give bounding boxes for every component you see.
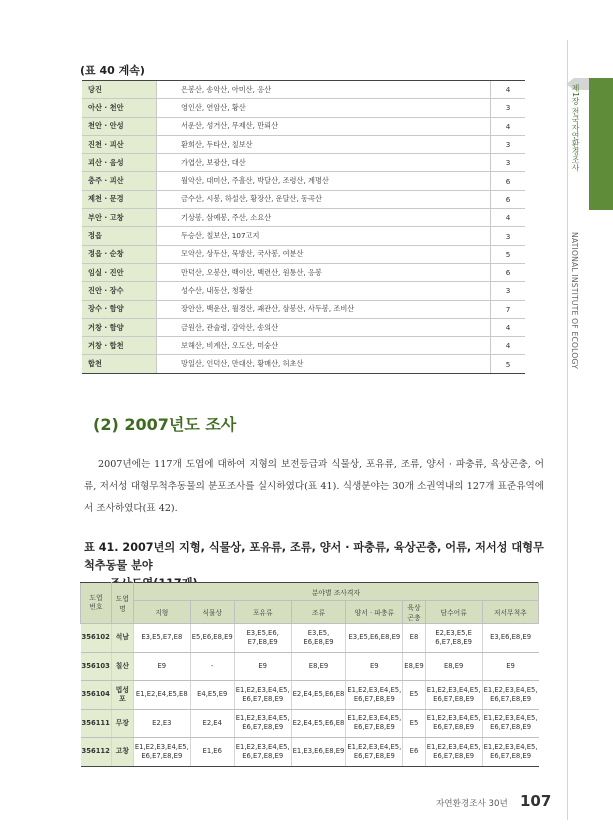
mountains-cell: 기상봉, 삼예봉, 주산, 소요산 bbox=[157, 209, 491, 227]
grid-cell: E2,E3,E5,E 6,E7,E8,E9 bbox=[425, 624, 482, 653]
region-cell: 거창 · 합천 bbox=[82, 337, 157, 355]
sheet-name-cell: 칠산 bbox=[111, 652, 133, 681]
mountains-cell: 금수산, 시봉, 하설산, 황장산, 운달산, 동곡산 bbox=[157, 190, 491, 208]
section-title: (2) 2007년도 조사 bbox=[93, 415, 237, 434]
table41-row bbox=[81, 681, 539, 710]
region-cell: 정읍 · 순창 bbox=[82, 245, 157, 263]
table40 bbox=[82, 80, 525, 374]
table40-row bbox=[82, 227, 525, 245]
count-cell: 6 bbox=[491, 172, 526, 190]
grid-cell: E3,E5,E6, E7,E8,E9 bbox=[234, 624, 291, 653]
table40-row bbox=[82, 81, 525, 99]
region-cell: 부안 · 고창 bbox=[82, 209, 157, 227]
grid-cell: E1,E2,E4,E5,E8 bbox=[133, 681, 190, 710]
header-sheet-no: 도엽 번호 bbox=[81, 583, 112, 624]
grid-cell: E3,E5,E7,E8 bbox=[133, 624, 190, 653]
table40-row bbox=[82, 99, 525, 117]
sheet-no-cell: 356102 bbox=[81, 624, 112, 653]
table41-caption-line1: 표 41. 2007년의 지형, 식물상, 포유류, 조류, 양서 · 파충류, 육상곤충, 어류, 저서성 대형무척추동물 분야 bbox=[84, 541, 544, 572]
sheet-name-cell: 석남 bbox=[111, 624, 133, 653]
mountains-cell: 모악산, 상두산, 묵방산, 국사봉, 여분산 bbox=[157, 245, 491, 263]
table40-row bbox=[82, 263, 525, 281]
table40-row bbox=[82, 318, 525, 336]
table40-row bbox=[82, 282, 525, 300]
mountains-cell: 장안산, 백운산, 월경산, 괘관산, 삼봉산, 사두봉, 조비산 bbox=[157, 300, 491, 318]
mountains-cell: 두승산, 칠보산, 107고지 bbox=[157, 227, 491, 245]
grid-cell: E1,E2,E3,E4,E5, E6,E7,E8,E9 bbox=[346, 738, 403, 767]
grid-cell: E3,E5,E6,E8,E9 bbox=[346, 624, 403, 653]
grid-cell: E8 bbox=[403, 624, 425, 653]
grid-cell: E5,E6,E8,E9 bbox=[190, 624, 234, 653]
sheet-no-cell: 356112 bbox=[81, 738, 112, 767]
region-cell: 진안 · 장수 bbox=[82, 282, 157, 300]
table40-row bbox=[82, 300, 525, 318]
count-cell: 3 bbox=[491, 99, 526, 117]
table41-row bbox=[81, 624, 539, 653]
mountains-cell: 만덕산, 오봉산, 백이산, 백련산, 원통산, 응봉 bbox=[157, 263, 491, 281]
header-sheet-name: 도엽명 bbox=[111, 583, 133, 624]
mountains-cell: 금원산, 관술령, 감악산, 송의산 bbox=[157, 318, 491, 336]
region-cell: 제천 · 문경 bbox=[82, 190, 157, 208]
header-field: 육상곤충 bbox=[403, 601, 425, 624]
grid-cell: E8,E9 bbox=[291, 652, 346, 681]
grid-cell: E9 bbox=[234, 652, 291, 681]
region-cell: 충주 · 괴산 bbox=[82, 172, 157, 190]
grid-cell: E5 bbox=[403, 709, 425, 738]
region-cell: 천안 · 안성 bbox=[82, 117, 157, 135]
grid-cell: E8,E9 bbox=[403, 652, 425, 681]
region-cell: 합천 bbox=[82, 355, 157, 373]
count-cell: 3 bbox=[491, 135, 526, 153]
table40-row bbox=[82, 135, 525, 153]
grid-cell: E3,E6,E8,E9 bbox=[482, 624, 538, 653]
grid-cell: E1,E3,E6,E8,E9 bbox=[291, 738, 346, 767]
region-cell: 장수 · 함양 bbox=[82, 300, 157, 318]
grid-cell: E2,E4,E5,E6,E8 bbox=[291, 681, 346, 710]
table40-row bbox=[82, 117, 525, 135]
grid-cell: E1,E2,E3,E4,E5, E6,E7,E8,E9 bbox=[482, 709, 538, 738]
table40-row bbox=[82, 355, 525, 373]
mountains-cell: 은봉산, 송악산, 아미산, 응산 bbox=[157, 81, 491, 99]
table41-row bbox=[81, 738, 539, 767]
region-cell: 당진 bbox=[82, 81, 157, 99]
page-number: 107 bbox=[520, 792, 552, 810]
table40-caption: (표 40 계속) bbox=[80, 64, 145, 77]
table40-row bbox=[82, 209, 525, 227]
region-cell: 아산 · 천안 bbox=[82, 99, 157, 117]
header-field: 저서무척추 bbox=[482, 601, 538, 624]
table41-row bbox=[81, 652, 539, 681]
grid-cell: E1,E2,E3,E4,E5, E6,E7,E8,E9 bbox=[482, 681, 538, 710]
grid-cell: - bbox=[190, 652, 234, 681]
mountains-cell: 가엽산, 보광산, 대산 bbox=[157, 154, 491, 172]
mountains-cell: 성수산, 내동산, 청황산 bbox=[157, 282, 491, 300]
grid-cell: E5 bbox=[403, 681, 425, 710]
count-cell: 6 bbox=[491, 190, 526, 208]
header-field: 식물상 bbox=[190, 601, 234, 624]
table40-row bbox=[82, 154, 525, 172]
grid-cell: E1,E2,E3,E4,E5, E6,E7,E8,E9 bbox=[425, 681, 482, 710]
mountains-cell: 보해산, 비계산, 오도산, 미숭산 bbox=[157, 337, 491, 355]
mountains-cell: 환희산, 두타산, 칠보산 bbox=[157, 135, 491, 153]
count-cell: 3 bbox=[491, 154, 526, 172]
region-cell: 괴산 · 음성 bbox=[82, 154, 157, 172]
sheet-name-cell: 무장 bbox=[111, 709, 133, 738]
grid-cell: E9 bbox=[133, 652, 190, 681]
count-cell: 5 bbox=[491, 355, 526, 373]
grid-cell: E1,E2,E3,E4,E5, E6,E7,E8,E9 bbox=[346, 709, 403, 738]
region-cell: 거창 · 함양 bbox=[82, 318, 157, 336]
header-field: 지형 bbox=[133, 601, 190, 624]
grid-cell: E1,E2,E3,E4,E5, E6,E7,E8,E9 bbox=[234, 738, 291, 767]
mountains-cell: 월악산, 대미산, 주흘산, 박달산, 조령산, 계명산 bbox=[157, 172, 491, 190]
count-cell: 3 bbox=[491, 282, 526, 300]
count-cell: 6 bbox=[491, 263, 526, 281]
grid-cell: E6 bbox=[403, 738, 425, 767]
chapter-tab bbox=[589, 78, 613, 210]
footer-book-title: 자연환경조사 30년 bbox=[436, 799, 508, 809]
body-paragraph: 2007년에는 117개 도엽에 대하여 지형의 보전등급과 식물상, 포유류, 조류, 양서 · 파충류, 육상곤충, 어류, 저서성 대형무척추동물의 분포조사를 실시하였다(표 41). 식생분야는 30개 소권역내의 127개 표준유역에서 조사하였다(표 42). bbox=[84, 459, 544, 514]
sheet-no-cell: 356111 bbox=[81, 709, 112, 738]
grid-cell: E1,E2,E3,E4,E5, E6,E7,E8,E9 bbox=[234, 681, 291, 710]
table41 bbox=[80, 582, 539, 767]
sheet-name-cell: 고창 bbox=[111, 738, 133, 767]
grid-cell: E1,E2,E3,E4,E5, E6,E7,E8,E9 bbox=[133, 738, 190, 767]
sheet-no-cell: 356103 bbox=[81, 652, 112, 681]
grid-cell: E8,E9 bbox=[425, 652, 482, 681]
header-field: 양서 · 파충류 bbox=[346, 601, 403, 624]
count-cell: 4 bbox=[491, 337, 526, 355]
table40-row bbox=[82, 337, 525, 355]
table40-row bbox=[82, 172, 525, 190]
grid-cell: E3,E5, E6,E8,E9 bbox=[291, 624, 346, 653]
header-field: 포유류 bbox=[234, 601, 291, 624]
count-cell: 3 bbox=[491, 227, 526, 245]
region-cell: 정읍 bbox=[82, 227, 157, 245]
grid-cell: E2,E4 bbox=[190, 709, 234, 738]
region-cell: 진천 · 괴산 bbox=[82, 135, 157, 153]
header-group: 분야별 조사격자 bbox=[133, 583, 538, 601]
grid-cell: E9 bbox=[346, 652, 403, 681]
table40-row bbox=[82, 245, 525, 263]
chapter-label: 제1장 전국자연환경조사 bbox=[571, 84, 580, 172]
grid-cell: E4,E5,E9 bbox=[190, 681, 234, 710]
table40-row bbox=[82, 190, 525, 208]
grid-cell: E1,E2,E3,E4,E5, E6,E7,E8,E9 bbox=[234, 709, 291, 738]
region-cell: 임실 · 진안 bbox=[82, 263, 157, 281]
sheet-no-cell: 356104 bbox=[81, 681, 112, 710]
grid-cell: E1,E6 bbox=[190, 738, 234, 767]
grid-cell: E1,E2,E3,E4,E5, E6,E7,E8,E9 bbox=[482, 738, 538, 767]
count-cell: 4 bbox=[491, 117, 526, 135]
header-field: 조류 bbox=[291, 601, 346, 624]
header-field: 담수어류 bbox=[425, 601, 482, 624]
institute-label: NATIONAL INSTITUTE OF ECOLOGY bbox=[570, 232, 579, 370]
grid-cell: E2,E4,E5,E6,E8 bbox=[291, 709, 346, 738]
count-cell: 5 bbox=[491, 245, 526, 263]
count-cell: 4 bbox=[491, 318, 526, 336]
grid-cell: E2,E3 bbox=[133, 709, 190, 738]
mountains-cell: 영인산, 연암산, 황산 bbox=[157, 99, 491, 117]
count-cell: 7 bbox=[491, 300, 526, 318]
mountains-cell: 망일산, 인덕산, 만대산, 황매산, 허초산 bbox=[157, 355, 491, 373]
table41-row bbox=[81, 709, 539, 738]
count-cell: 4 bbox=[491, 81, 526, 99]
grid-cell: E1,E2,E3,E4,E5, E6,E7,E8,E9 bbox=[425, 709, 482, 738]
grid-cell: E9 bbox=[482, 652, 538, 681]
grid-cell: E1,E2,E3,E4,E5, E6,E7,E8,E9 bbox=[425, 738, 482, 767]
count-cell: 4 bbox=[491, 209, 526, 227]
grid-cell: E1,E2,E3,E4,E5, E6,E7,E8,E9 bbox=[346, 681, 403, 710]
sheet-name-cell: 법성포 bbox=[111, 681, 133, 710]
mountains-cell: 서운산, 성거산, 무제산, 만뢰산 bbox=[157, 117, 491, 135]
